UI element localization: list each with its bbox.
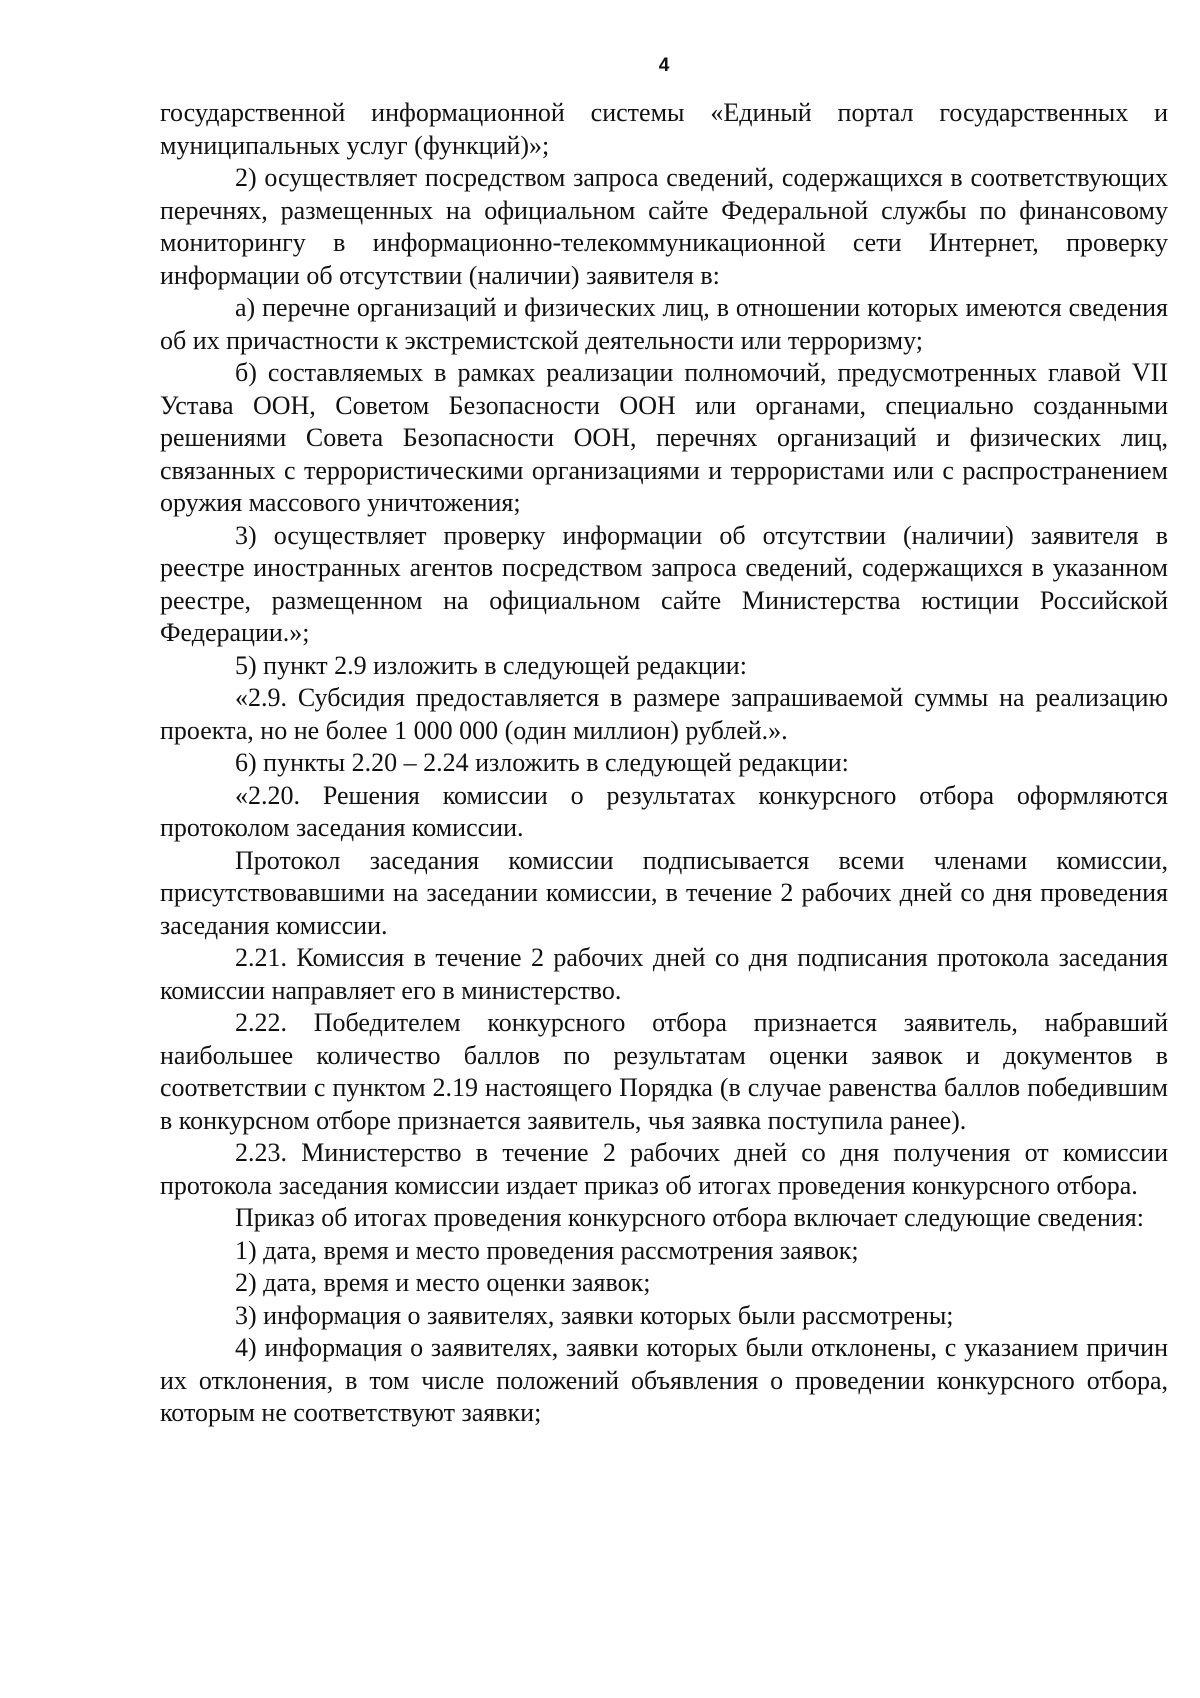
paragraph-2: 2) осуществляет посредством запроса сведений, содержащихся в соответствующих перечнях, размещенных на официальном сайте Федеральной службы по финансовому мониторингу в информационно-телекоммуникационной сети Интернет, проверку информации об отсутствии (наличии) заявителя в: (160, 163, 1168, 290)
paragraph-7: «2.9. Субсидия предоставляется в размере запрашиваемой суммы на реализацию проекта, но не более 1 000 000 (один миллион) рублей.». (160, 683, 1168, 745)
paragraph-4: б) составляемых в рамках реализации полномочий, предусмотренных главой VII Устава ООН, Советом Безопасности ООН или органами, специально созданными решениями Совета Безопасности ООН, перечнях организаций и физических лиц, связанных с террористическими организациями и террористами или с распространением оружия массового уничтожения; (160, 358, 1168, 517)
paragraph-14: Приказ об итогах проведения конкурсного отбора включает следующие сведения: (235, 1203, 1144, 1232)
paragraph-18: 4) информация о заявителях, заявки которых были отклонены, с указанием причин их отклонения, в том числе положений объявления о проведении конкурсного отбора, которым не соответствуют заявки; (160, 1333, 1168, 1427)
paragraph-11: 2.21. Комиссия в течение 2 рабочих дней со дня подписания протокола заседания комиссии направляет его в министерство. (160, 943, 1168, 1005)
page-number: 4 (658, 55, 670, 76)
paragraph-5: 3) осуществляет проверку информации об отсутствии (наличии) заявителя в реестре иностранных агентов посредством запроса сведений, содержащихся в указанном реестре, размещенном на официальном сайте Министерства юстиции Российской Федерации.»; (160, 520, 1168, 647)
paragraph-17: 3) информация о заявителях, заявки которых были рассмотрены; (235, 1300, 954, 1330)
paragraph-15: 1) дата, время и место проведения рассмотрения заявок; (235, 1235, 859, 1265)
paragraph-3: а) перечне организаций и физических лиц, в отношении которых имеются сведения об их причастности к экстремистской деятельности или терроризму; (160, 293, 1168, 355)
paragraph-1: государственной информационной системы «Единый портал государственных и муниципальных услуг (функций)»; (160, 98, 1168, 160)
paragraph-10: Протокол заседания комиссии подписывается всеми членами комиссии, присутствовавшими на заседании комиссии, в течение 2 рабочих дней со дня проведения заседания комиссии. (160, 845, 1168, 940)
paragraph-9: «2.20. Решения комиссии о результатах конкурсного отбора оформляются протоколом заседания комиссии. (160, 780, 1168, 842)
paragraph-13: 2.23. Министерство в течение 2 рабочих дней со дня получения от комиссии протокола заседания комиссии издает приказ об итогах проведения конкурсного отбора. (160, 1138, 1168, 1200)
document-page (160, 55, 1168, 1430)
paragraph-12: 2.22. Победителем конкурсного отбора признается заявитель, набравший наибольшее количество баллов по результатам оценки заявок и документов в соответствии с пунктом 2.19 настоящего Порядка (в случае равенства баллов победившим в конкурсном отборе признается заявитель, чья заявка поступила ранее). (160, 1008, 1168, 1135)
paragraph-6: 5) пункт 2.9 изложить в следующей редакции: (235, 650, 747, 680)
paragraph-8: 6) пункты 2.20 – 2.24 изложить в следующей редакции: (235, 748, 849, 777)
paragraph-16: 2) дата, время и место оценки заявок; (235, 1268, 651, 1297)
